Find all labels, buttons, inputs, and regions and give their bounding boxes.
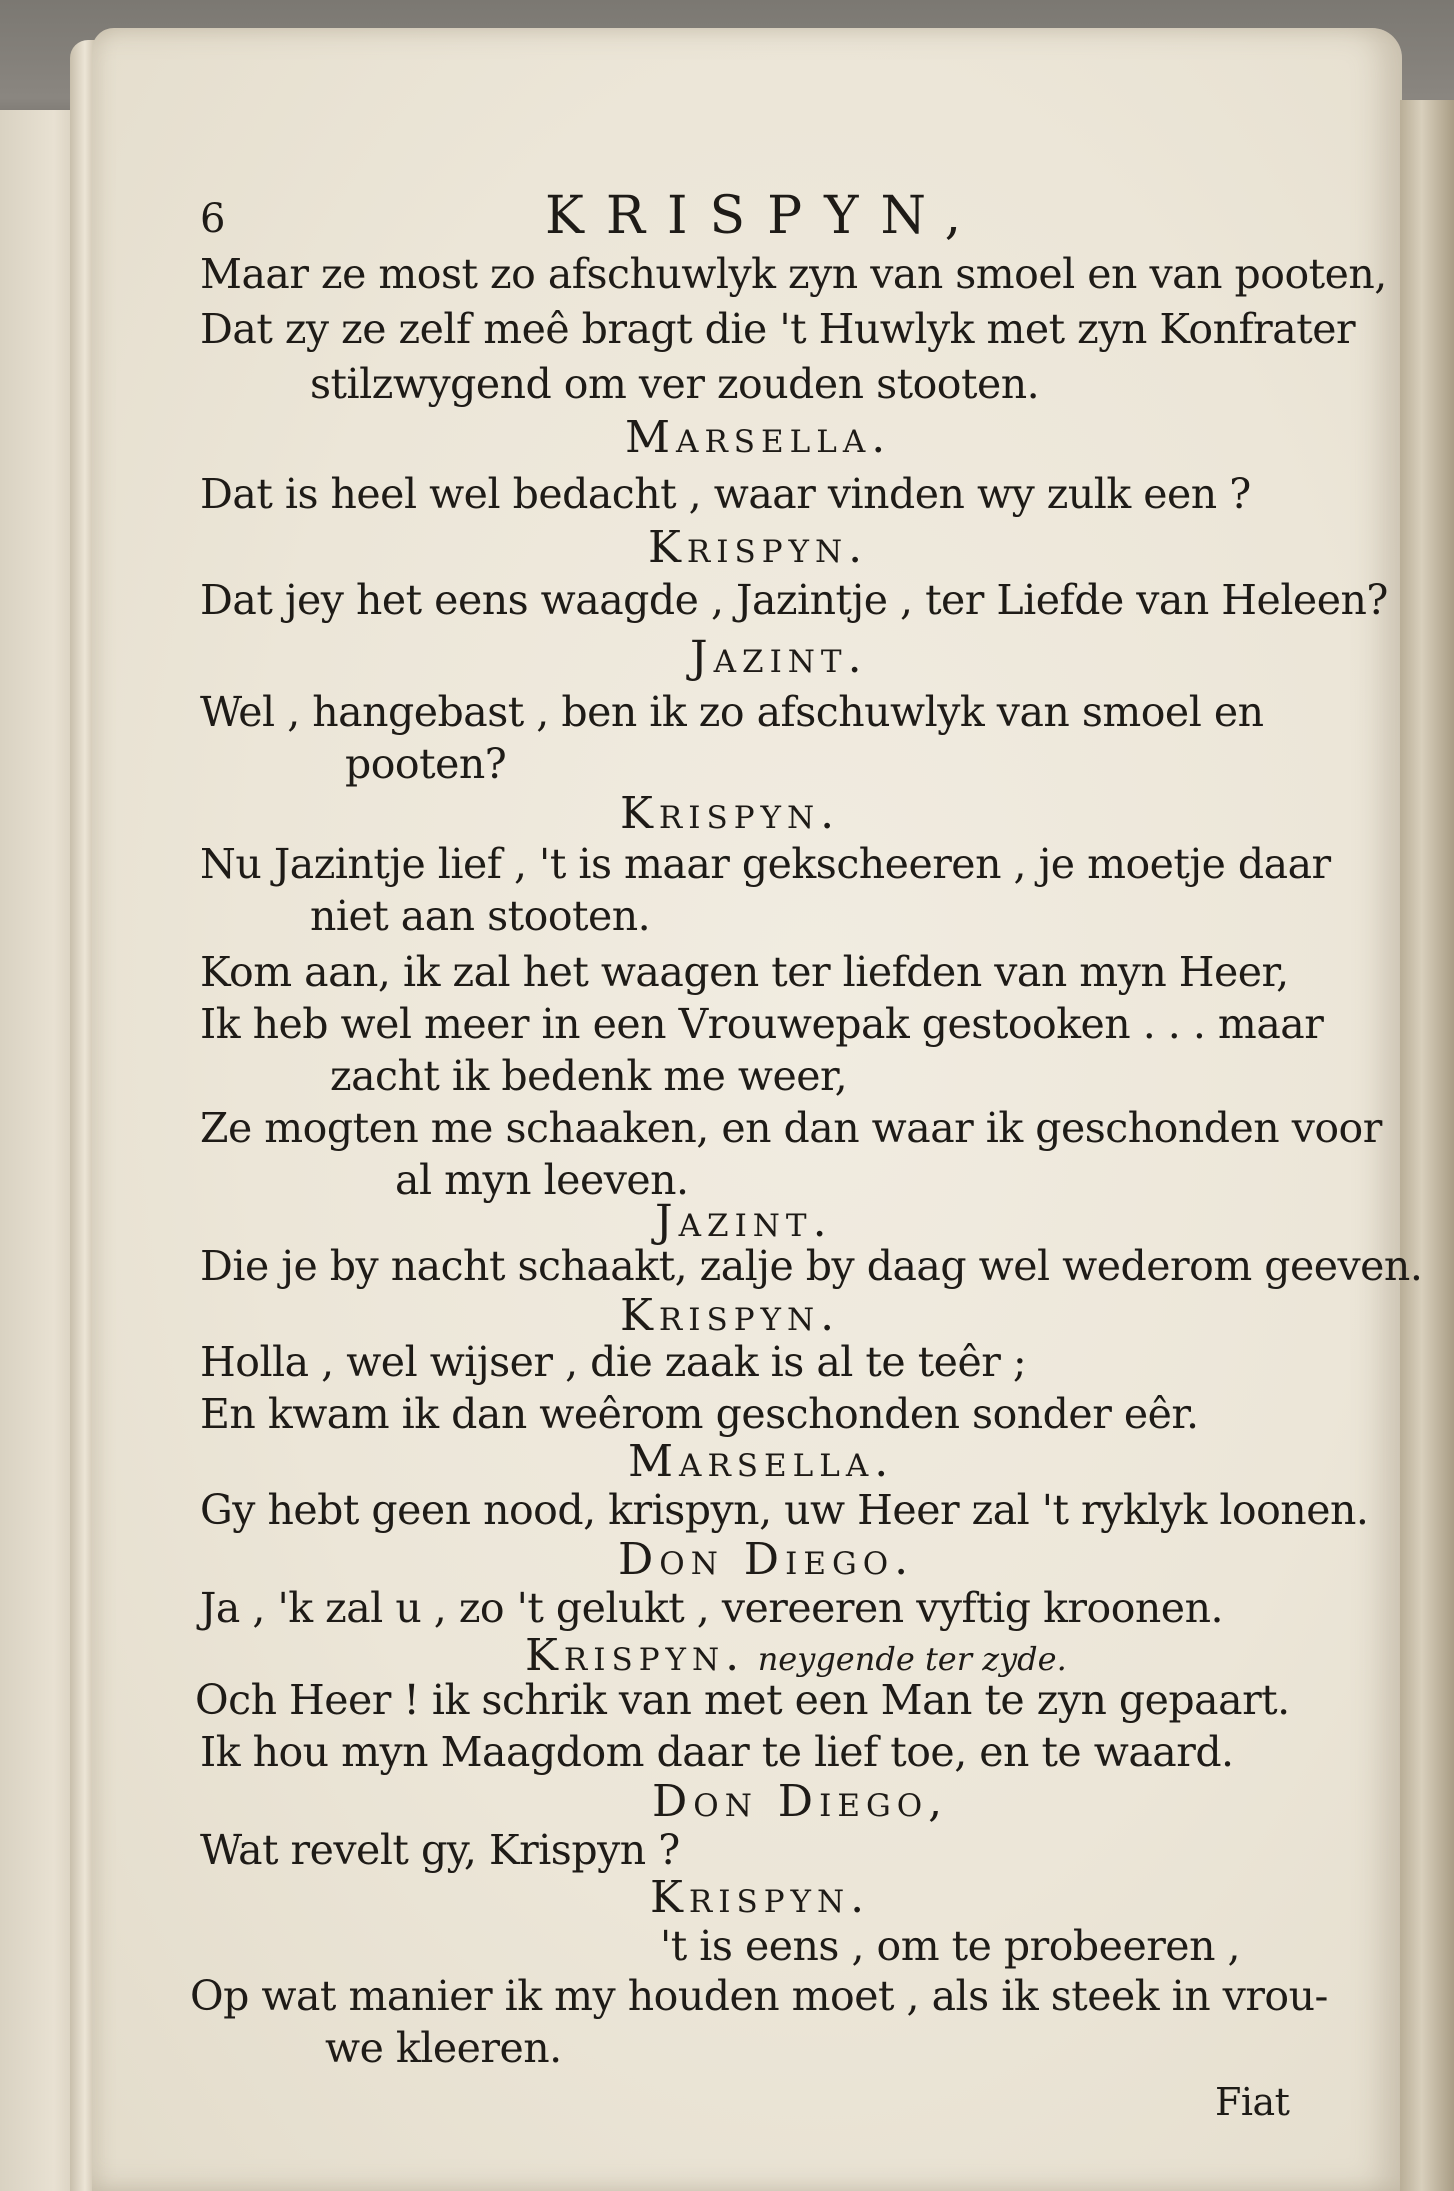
verse-line: Ik heb wel meer in een Vrouwepak gestooken . . . maar xyxy=(200,1000,1324,1048)
speaker-heading: Krispyn. xyxy=(650,1872,871,1923)
verse-line: Maar ze most zo afschuwlyk zyn van smoel en van pooten, xyxy=(200,250,1387,298)
verse-line: zacht ik bedenk me weer, xyxy=(330,1052,848,1100)
verse-line: 't is eens , om te probeeren , xyxy=(660,1922,1241,1970)
verse-line: al myn leeven. xyxy=(395,1156,689,1204)
verse-line: niet aan stooten. xyxy=(310,892,651,940)
verse-line: we kleeren. xyxy=(325,2024,562,2072)
stage-direction: neygende ter zyde. xyxy=(757,1640,1067,1678)
speaker-heading: Marsella. xyxy=(628,1436,895,1487)
verse-line: pooten? xyxy=(345,740,507,788)
catchword: Fiat xyxy=(1215,2080,1290,2124)
verse-line: Gy hebt geen nood, krispyn, uw Heer zal 't ryklyk loonen. xyxy=(200,1486,1369,1534)
page-number: 6 xyxy=(200,196,225,242)
verse-line: Dat jey het eens waagde , Jazintje , ter Liefde van Heleen? xyxy=(200,576,1388,624)
verse-line: Kom aan, ik zal het waagen ter liefden van myn Heer, xyxy=(200,948,1289,996)
speaker-name: Krispyn. xyxy=(525,1630,746,1681)
verse-line: stilzwygend om ver zouden stooten. xyxy=(310,360,1040,408)
speaker-heading: Krispyn. xyxy=(620,1290,841,1341)
speaker-heading: Marsella. xyxy=(625,412,892,463)
verse-line: Dat zy ze zelf meê bragt die 't Huwlyk met zyn Konfrater xyxy=(200,305,1356,353)
verse-line: Ze mogten me schaaken, en dan waar ik geschonden voor xyxy=(200,1104,1382,1152)
speaker-heading: Krispyn. xyxy=(620,788,841,839)
verse-line: Die je by nacht schaakt, zalje by daag wel wederom geeven. xyxy=(200,1242,1423,1290)
speaker-heading-with-direction xyxy=(525,1630,1067,1681)
verse-line: Nu Jazintje lief , 't is maar gekscheeren , je moetje daar xyxy=(200,840,1331,888)
speaker-heading: Jazint. xyxy=(655,1196,833,1247)
running-title: KRISPYN, xyxy=(545,186,984,246)
speaker-heading: Jazint. xyxy=(690,632,868,683)
speaker-heading: Don Diego, xyxy=(652,1776,949,1827)
verse-line: Dat is heel wel bedacht , waar vinden wy zulk een ? xyxy=(200,470,1251,518)
verse-line: Och Heer ! ik schrik van met een Man te zyn gepaart. xyxy=(195,1676,1290,1724)
speaker-heading: Krispyn. xyxy=(648,522,869,573)
verse-line: En kwam ik dan weêrom geschonden sonder eêr. xyxy=(200,1390,1199,1438)
speaker-heading: Don Diego. xyxy=(618,1534,915,1585)
verse-line: Wat revelt gy, Krispyn ? xyxy=(200,1826,680,1874)
verse-line: Op wat manier ik my houden moet , als ik steek in vrou- xyxy=(190,1972,1328,2020)
verse-line: Holla , wel wijser , die zaak is al te teêr ; xyxy=(200,1338,1027,1386)
verse-line: Wel , hangebast , ben ik zo afschuwlyk van smoel en xyxy=(200,688,1264,736)
verse-line: Ja , 'k zal u , zo 't gelukt , vereeren vyftig kroonen. xyxy=(200,1584,1224,1632)
verse-line: Ik hou myn Maagdom daar te lief toe, en te waard. xyxy=(200,1728,1234,1776)
